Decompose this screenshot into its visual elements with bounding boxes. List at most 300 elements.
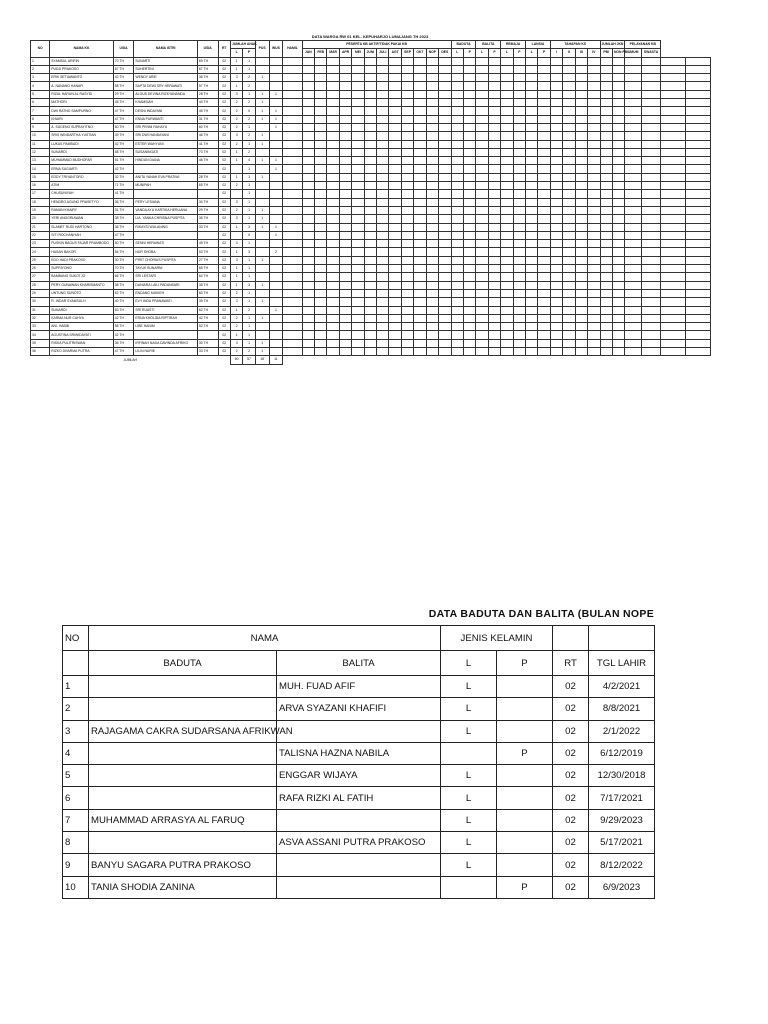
table-cell	[563, 107, 575, 115]
table-cell	[401, 231, 413, 239]
cell-anak-l: 3	[230, 132, 242, 140]
table-cell	[661, 115, 686, 123]
cell-wus	[269, 331, 283, 339]
table-cell	[389, 90, 401, 98]
table-cell	[488, 190, 500, 198]
table-cell	[426, 173, 438, 181]
header-month: JAN	[302, 49, 314, 57]
table-cell	[625, 198, 642, 206]
table-row	[31, 132, 711, 140]
table-cell	[327, 165, 339, 173]
table-cell	[538, 99, 550, 107]
table-cell	[513, 99, 525, 107]
table-cell	[439, 265, 452, 273]
table-cell	[426, 339, 438, 347]
table-cell	[625, 231, 642, 239]
table-cell	[377, 90, 389, 98]
table-cell	[526, 90, 538, 98]
table-cell	[513, 140, 525, 148]
table-cell	[283, 65, 302, 73]
table-cell	[426, 157, 438, 165]
cell-rt: 02	[218, 157, 230, 165]
cell-usia: 31 TH	[113, 206, 134, 214]
cell-nama-istri: SRI LESTARI	[134, 273, 197, 281]
table-cell	[352, 281, 364, 289]
table-cell	[315, 190, 327, 198]
cell-wus	[269, 132, 283, 140]
cell-nama-istri: SRI DWI HANDAYANI	[134, 132, 197, 140]
table-cell	[364, 256, 376, 264]
table-cell	[538, 347, 550, 355]
table-cell	[377, 273, 389, 281]
header-month: DES	[439, 49, 452, 57]
table-cell	[327, 57, 339, 65]
cell-rt: 02	[218, 82, 230, 90]
table-cell	[600, 157, 612, 165]
table-cell	[600, 331, 612, 339]
table-cell	[364, 223, 376, 231]
table-header-row	[63, 626, 655, 651]
table-cell	[575, 65, 587, 73]
cell-usia: 42 TH	[113, 165, 134, 173]
table-cell	[439, 140, 452, 148]
table-cell	[339, 140, 351, 148]
cell-nama-kk: KARMA NUR CAHYA	[50, 314, 113, 322]
table-cell	[401, 140, 413, 148]
table-cell	[464, 240, 476, 248]
table-cell	[476, 298, 488, 306]
table-cell	[641, 306, 660, 314]
table-cell	[575, 289, 587, 297]
table-cell	[377, 248, 389, 256]
table-cell	[550, 347, 562, 355]
table-cell	[476, 190, 488, 198]
cell-anak-p: 1	[243, 298, 255, 306]
table-cell	[550, 314, 562, 322]
table-cell	[563, 198, 575, 206]
table-cell	[327, 331, 339, 339]
table-cell	[451, 57, 463, 65]
table-cell	[302, 323, 314, 331]
table-cell	[575, 298, 587, 306]
cell-pus: 1	[255, 347, 269, 355]
table-cell	[451, 140, 463, 148]
table-cell	[364, 115, 376, 123]
table-cell	[451, 82, 463, 90]
cell-usia: 60 TH	[113, 123, 134, 131]
table-cell	[339, 306, 351, 314]
table-cell	[414, 314, 426, 322]
table-cell	[661, 182, 686, 190]
table-cell	[377, 140, 389, 148]
table-cell	[612, 198, 624, 206]
footer-anak-l: 60	[230, 356, 242, 364]
cell-usia: 31 TH	[197, 115, 218, 123]
table-cell	[389, 347, 401, 355]
table-cell	[464, 256, 476, 264]
cell-nama-kk: ANI. HABIB	[50, 323, 113, 331]
table-cell	[451, 206, 463, 214]
header-nama-istri: NAMA ISTRI	[134, 41, 197, 58]
header-tgl-lahir: TGL LAHIR	[589, 651, 655, 676]
cell-rt: 02	[218, 115, 230, 123]
table-cell	[302, 157, 314, 165]
cell-usia: 51 TH	[113, 157, 134, 165]
header-l: L	[526, 49, 538, 57]
table-cell	[661, 248, 686, 256]
table-cell	[283, 231, 302, 239]
table-cell	[513, 273, 525, 281]
table-cell	[641, 173, 660, 181]
table-cell	[352, 223, 364, 231]
table-cell	[501, 165, 513, 173]
table-cell	[641, 223, 660, 231]
cell-rt: 02	[218, 273, 230, 281]
table-cell	[389, 173, 401, 181]
table-cell	[389, 132, 401, 140]
table-cell	[476, 65, 488, 73]
cell-anak-p: 2	[243, 115, 255, 123]
table-cell	[501, 206, 513, 214]
table-row	[31, 331, 711, 339]
table-cell	[451, 339, 463, 347]
table-cell	[327, 123, 339, 131]
table-cell	[364, 314, 376, 322]
table-cell	[612, 82, 624, 90]
cell-anak-p: 1	[243, 65, 255, 73]
table-cell	[476, 306, 488, 314]
table-cell	[315, 182, 327, 190]
table-cell	[501, 314, 513, 322]
table-cell	[641, 90, 660, 98]
cell-wus	[269, 323, 283, 331]
cell-pus	[255, 123, 269, 131]
cell-rt: 02	[218, 248, 230, 256]
table-cell	[661, 82, 686, 90]
table-cell	[513, 331, 525, 339]
table-cell	[464, 132, 476, 140]
table-cell	[625, 74, 642, 82]
table-cell	[389, 140, 401, 148]
table-cell	[283, 115, 302, 123]
table-cell	[686, 140, 711, 148]
cell-anak-p: 4	[243, 157, 255, 165]
table-cell	[488, 298, 500, 306]
header-p: P	[497, 651, 553, 676]
table-cell	[464, 347, 476, 355]
table-cell	[302, 256, 314, 264]
table-cell	[315, 132, 327, 140]
table-cell	[641, 140, 660, 148]
table-cell	[283, 132, 302, 140]
table-cell	[501, 99, 513, 107]
table-cell	[464, 306, 476, 314]
cell-balita	[277, 720, 441, 742]
cell-pus	[255, 148, 269, 156]
table-cell	[661, 132, 686, 140]
table-cell	[451, 182, 463, 190]
table-cell	[302, 132, 314, 140]
table-cell	[283, 306, 302, 314]
cell-balita: ASVA ASSANI PUTRA PRAKOSO	[277, 832, 441, 854]
table-cell	[550, 223, 562, 231]
table-cell	[526, 82, 538, 90]
cell-nama-kk: SUNARDI	[50, 148, 113, 156]
table-cell	[283, 281, 302, 289]
table-cell	[575, 223, 587, 231]
table-cell	[352, 298, 364, 306]
header-blank	[589, 626, 655, 651]
table-cell	[401, 265, 413, 273]
table-cell	[327, 314, 339, 322]
table-cell	[686, 74, 711, 82]
table-cell	[513, 182, 525, 190]
table-cell	[352, 289, 364, 297]
table-cell	[686, 298, 711, 306]
cell-usia: 70 TH	[197, 148, 218, 156]
cell-nama-istri	[134, 231, 197, 239]
table-cell	[563, 339, 575, 347]
table-cell	[612, 306, 624, 314]
table-cell	[439, 314, 452, 322]
cell-rt: 02	[553, 720, 589, 742]
table-cell	[364, 74, 376, 82]
table-cell	[352, 190, 364, 198]
cell-usia: 64 TH	[197, 273, 218, 281]
cell-anak-l	[230, 165, 242, 173]
table-cell	[526, 256, 538, 264]
table-cell	[439, 165, 452, 173]
table-cell	[389, 82, 401, 90]
cell-usia: 45 TH	[113, 99, 134, 107]
table-cell	[426, 298, 438, 306]
table-cell	[439, 248, 452, 256]
cell-usia: 46 TH	[197, 157, 218, 165]
table-cell	[327, 281, 339, 289]
cell-no: 8	[63, 832, 89, 854]
table-cell	[426, 74, 438, 82]
cell-pus	[255, 82, 269, 90]
cell-no: 36	[31, 347, 50, 355]
table-cell	[414, 157, 426, 165]
table-cell	[526, 223, 538, 231]
table-row	[31, 281, 711, 289]
cell-rt: 02	[218, 347, 230, 355]
table-row	[31, 206, 711, 214]
cell-nama-kk: SUNARDI	[50, 306, 113, 314]
table-cell	[513, 57, 525, 65]
table-cell	[401, 165, 413, 173]
cell-no: 33	[31, 323, 50, 331]
table-cell	[526, 140, 538, 148]
cell-anak-p: 2	[243, 99, 255, 107]
cell-anak-l: 1	[230, 306, 242, 314]
sheet1-title: DATA WARGA RW 01 KEL. KEPUHARJO LUMAJANG TH 2023	[311, 34, 429, 39]
header-kb: SWASTA	[641, 49, 660, 57]
table-cell	[439, 99, 452, 107]
table-cell	[451, 273, 463, 281]
table-row	[31, 298, 711, 306]
table-cell	[501, 57, 513, 65]
table-cell	[377, 281, 389, 289]
header-month: APR	[339, 49, 351, 57]
table-cell	[315, 298, 327, 306]
table-cell	[588, 157, 600, 165]
table-cell	[464, 289, 476, 297]
table-cell	[426, 273, 438, 281]
cell-anak-l: 3	[230, 298, 242, 306]
cell-rt: 02	[553, 787, 589, 809]
header-month: NOP	[426, 49, 438, 57]
cell-nama-istri: SUNARTI	[134, 57, 197, 65]
table-cell	[513, 231, 525, 239]
table-cell	[414, 215, 426, 223]
table-cell	[476, 265, 488, 273]
table-cell	[612, 57, 624, 65]
table-cell	[625, 173, 642, 181]
cell-nama-kk: RAMAN KHAIRY	[50, 206, 113, 214]
table-cell	[464, 99, 476, 107]
table-cell	[625, 347, 642, 355]
sheet2-title: DATA BADUTA DAN BALITA (BULAN NOPE	[428, 608, 654, 620]
cell-balita: MUH. FUAD AFIF	[277, 676, 441, 698]
table-cell	[364, 248, 376, 256]
table-cell	[575, 57, 587, 65]
table-cell	[600, 198, 612, 206]
table-cell	[464, 107, 476, 115]
table-cell	[526, 339, 538, 347]
table-cell	[488, 99, 500, 107]
table-cell	[538, 323, 550, 331]
header-p: P	[513, 49, 525, 57]
table-cell	[364, 347, 376, 355]
table-cell	[364, 132, 376, 140]
cell-pus	[255, 306, 269, 314]
cell-no: 8	[31, 115, 50, 123]
table-row	[63, 809, 655, 831]
table-cell	[339, 115, 351, 123]
table-cell	[389, 57, 401, 65]
cell-tgl-lahir: 8/12/2022	[589, 854, 655, 876]
table-cell	[686, 82, 711, 90]
table-row	[31, 248, 711, 256]
cell-no: 3	[31, 74, 50, 82]
cell-balita	[277, 876, 441, 898]
table-cell	[339, 65, 351, 73]
table-cell	[476, 165, 488, 173]
table-cell	[364, 198, 376, 206]
table-cell	[339, 74, 351, 82]
cell-wus	[269, 347, 283, 355]
table-cell	[364, 298, 376, 306]
table-cell	[389, 339, 401, 347]
table-cell	[641, 57, 660, 65]
table-cell	[563, 99, 575, 107]
header-jenis-kelamin: JENIS KELAMIN	[441, 626, 553, 651]
header-usia: USIA	[197, 41, 218, 58]
warga-data-sheet	[30, 33, 710, 365]
table-row	[31, 215, 711, 223]
table-cell	[327, 107, 339, 115]
table-cell	[283, 298, 302, 306]
table-cell	[476, 339, 488, 347]
table-cell	[563, 74, 575, 82]
table-cell	[513, 215, 525, 223]
header-no: NO	[63, 626, 89, 651]
cell-usia: 38 TH	[113, 215, 134, 223]
table-cell	[488, 240, 500, 248]
cell-nama-istri: TAYUK SUNARNI	[134, 265, 197, 273]
table-cell	[526, 132, 538, 140]
cell-l	[441, 876, 497, 898]
table-cell	[588, 215, 600, 223]
table-cell	[625, 281, 642, 289]
cell-nama-kk: LUKAS PAMBUDI	[50, 140, 113, 148]
table-cell	[641, 198, 660, 206]
table-cell	[364, 323, 376, 331]
table-cell	[575, 99, 587, 107]
cell-anak-p: 2	[243, 74, 255, 82]
table-cell	[389, 248, 401, 256]
cell-anak-p: 1	[243, 331, 255, 339]
cell-usia: 70 TH	[113, 265, 134, 273]
cell-no: 4	[31, 82, 50, 90]
table-cell	[550, 182, 562, 190]
cell-nama-kk: MATHORI	[50, 99, 113, 107]
table-cell	[686, 107, 711, 115]
cell-usia: 36 TH	[197, 74, 218, 82]
header-p: P	[243, 49, 255, 57]
table-cell	[426, 148, 438, 156]
cell-rt: 02	[218, 190, 230, 198]
header-ks: III	[575, 49, 587, 57]
header-jumlah-jkn: JUMLAH JKN	[600, 41, 625, 49]
cell-pus: 1	[255, 140, 269, 148]
cell-no: 19	[31, 206, 50, 214]
table-cell	[389, 331, 401, 339]
table-cell	[364, 215, 376, 223]
cell-nama-kk: ERNA SUGIARTI	[50, 165, 113, 173]
table-cell	[625, 82, 642, 90]
cell-no: 18	[31, 198, 50, 206]
table-cell	[612, 223, 624, 231]
cell-wus	[269, 57, 283, 65]
cell-rt: 02	[218, 215, 230, 223]
cell-nama-istri: ANITA YANAH EVA PRATIWI	[134, 173, 197, 181]
table-cell	[327, 198, 339, 206]
table-cell	[488, 173, 500, 181]
table-cell	[377, 298, 389, 306]
cell-anak-p: 1	[243, 289, 255, 297]
table-cell	[526, 273, 538, 281]
table-cell	[563, 165, 575, 173]
table-cell	[501, 123, 513, 131]
table-cell	[302, 123, 314, 131]
cell-usia: 30 TH	[113, 256, 134, 264]
table-cell	[389, 148, 401, 156]
table-cell	[283, 140, 302, 148]
table-cell	[661, 107, 686, 115]
table-cell	[600, 182, 612, 190]
table-cell	[563, 115, 575, 123]
table-cell	[661, 323, 686, 331]
header-p: P	[464, 49, 476, 57]
header-l: L	[501, 49, 513, 57]
table-cell	[283, 148, 302, 156]
cell-pus	[255, 273, 269, 281]
cell-usia: 69 TH	[197, 57, 218, 65]
table-cell	[588, 323, 600, 331]
